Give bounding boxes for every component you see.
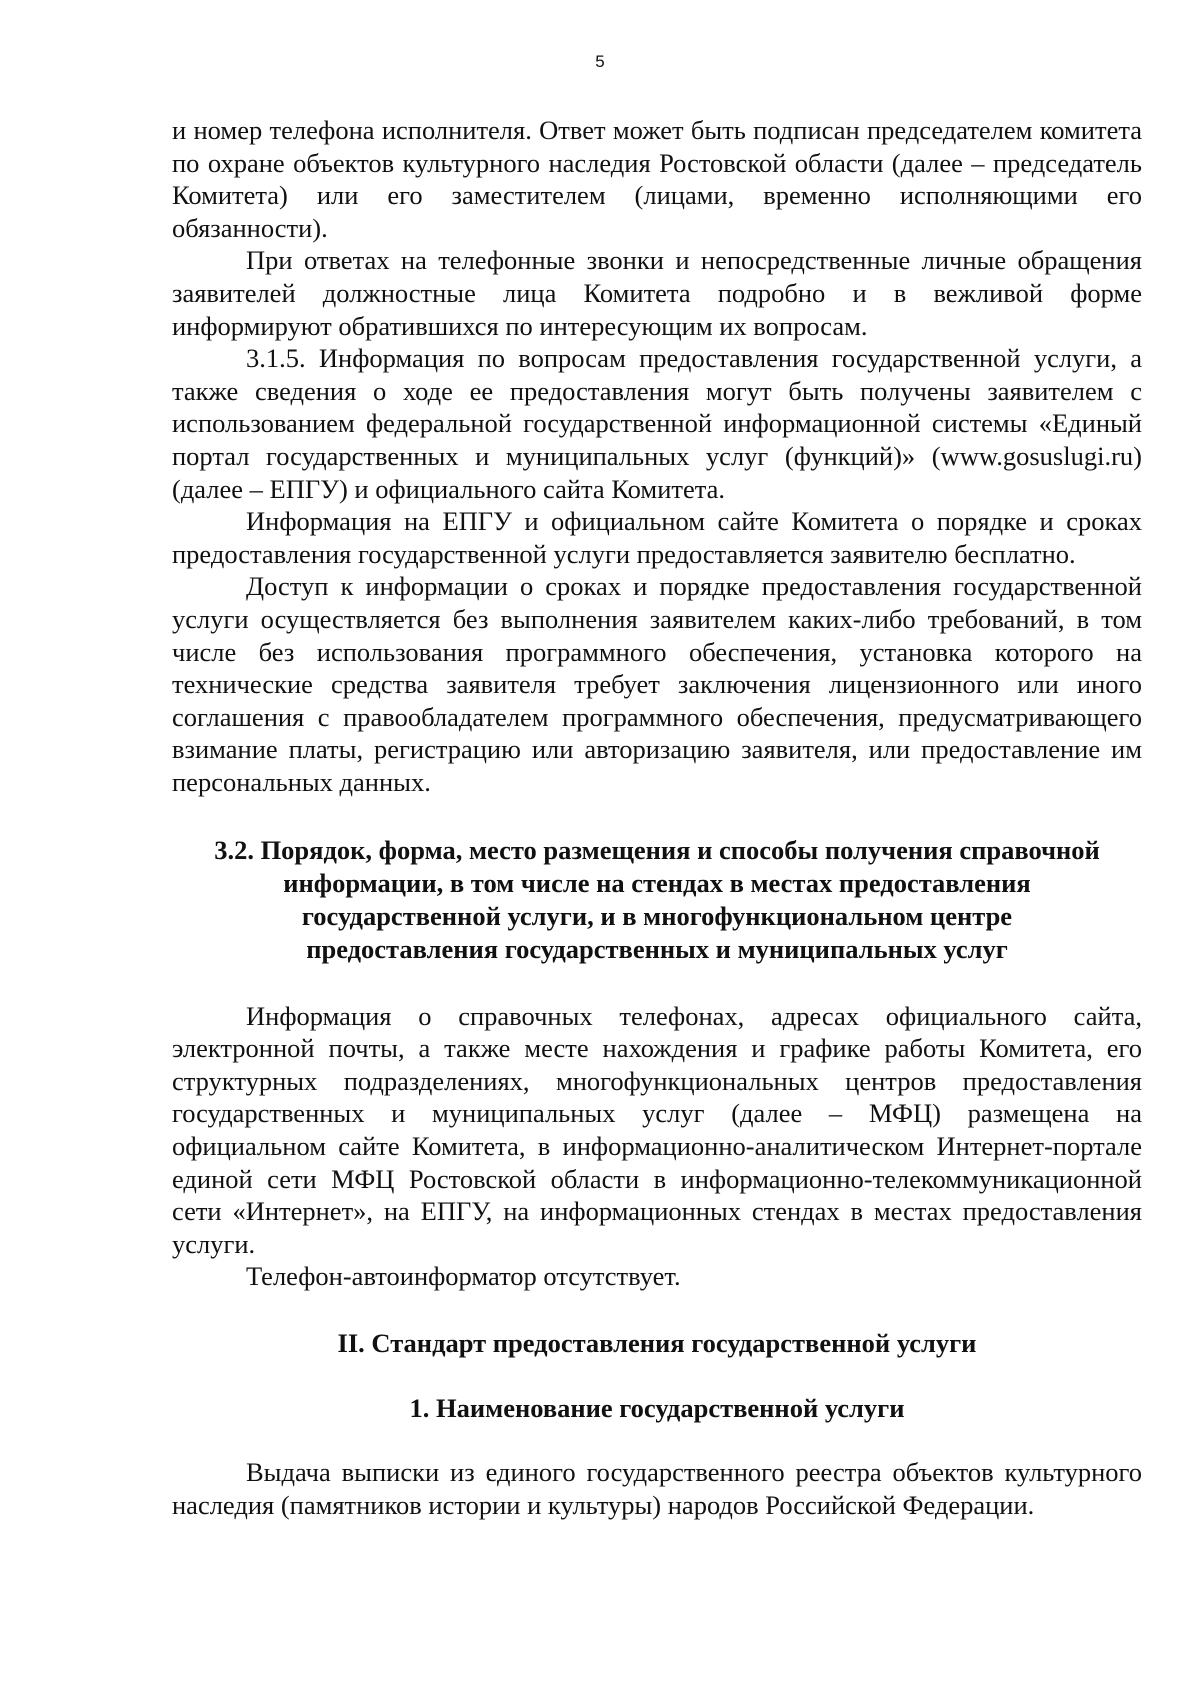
heading-line: информации, в том числе на стендах в местах предоставления: [283, 868, 1031, 899]
paragraph-service-name: Выдача выписки из единого государственного реестра объектов культурного наследия (памятников истории и культуры) народов Российской Федерации.: [172, 1457, 1142, 1520]
part-2-heading: II. Стандарт предоставления государственной услуги: [337, 1328, 977, 1358]
paragraph-free-information: Информация на ЕПГУ и официальном сайте Комитета о порядке и сроках предоставления государственной услуги предоставляется заявителю бесплатно.: [172, 506, 1142, 569]
paragraph-reference-information: Информация о справочных телефонах, адресах официального сайта, электронной почты, а также месте нахождения и графике работы Комитета, его структурных подразделениях, многофункциональных центров предоставления государственных и муниципальных услуг (далее – МФЦ) размещена на официальном сайте Комитета, в информационно-аналитическом Интернет-портале единой сети МФЦ Ростовской области в информационно-телекоммуникационной сети «Интернет», на ЕПГУ, на информационных стендах в местах предоставления услуги.: [172, 1000, 1142, 1259]
document-body: [172, 114, 1142, 1521]
heading-line: 3.2. Порядок, форма, место размещения и способы получения справочной: [214, 835, 1100, 866]
subsection-1-heading: 1. Наименование государственной услуги: [409, 1392, 905, 1423]
paragraph-access-information: Доступ к информации о сроках и порядке предоставления государственной услуги осуществляется без выполнения заявителем каких-либо требований, в том числе без использования программного обеспечения, установка которого на технические средства заявителя требует заключения лицензионного или иного соглашения с правообладателем программного обеспечения, предусматривающего взимание платы, регистрацию или авторизацию заявителя, или предоставление им персональных данных.: [172, 571, 1142, 797]
paragraph-phone-answers: При ответах на телефонные звонки и непосредственные личные обращения заявителей должностные лица Комитета подробно и в вежливой форме информируют обратившихся по интересующим их вопросам.: [172, 245, 1142, 341]
paragraph-continuation: и номер телефона исполнителя. Ответ может быть подписан председателем комитета по охране объектов культурного наследия Ростовской области (далее – председатель Комитета) или его заместителем (лицами, временно исполняющими его обязанности).: [172, 115, 1142, 243]
section-3-2-heading: [172, 834, 1142, 965]
paragraph-autoinformer: Телефон-автоинформатор отсутствует.: [246, 1261, 681, 1292]
page-number: 5: [595, 52, 605, 71]
heading-line: предоставления государственных и муниципальных услуг: [306, 933, 1008, 964]
heading-line: государственной услуги, и в многофункциональном центре: [301, 901, 1013, 932]
paragraph-3-1-5: 3.1.5. Информация по вопросам предоставления государственной услуги, а также сведения о ходе ее предоставления могут быть получены заявителем с использованием федеральной государственной информационной системы «Единый портал государственных и муниципальных услуг (функций)» (www.gosuslugi.ru) (далее – ЕПГУ) и официального сайта Комитета.: [172, 343, 1142, 504]
